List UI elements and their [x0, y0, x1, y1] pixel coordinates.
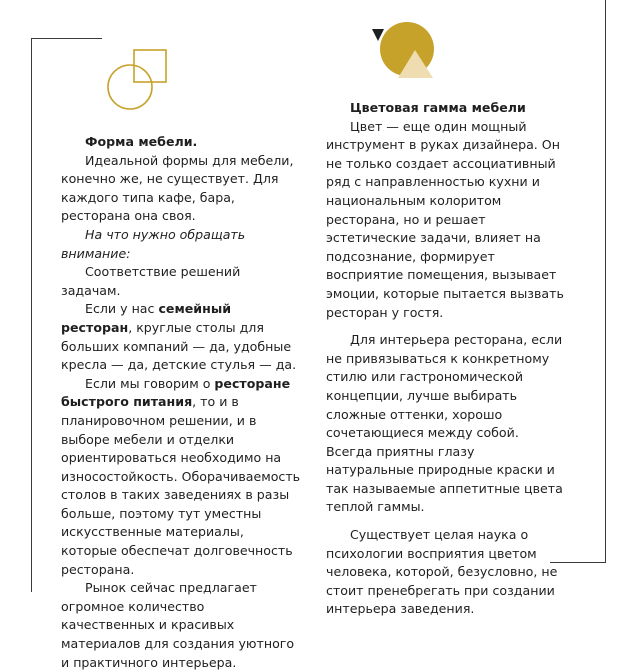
attention-label: На что нужно обращать внимание: — [61, 226, 246, 261]
paragraph-shape-intro: Идеальной формы для мебели, конечно же, не существует. Для каждого типа кафе, бара, ресторана она своя. — [61, 152, 294, 224]
circle-square-outline-icon — [105, 48, 169, 112]
text-run: , то и в планировочном решении, и в выборе мебели и отделки ориентироваться необходимо на износостойкость. Оборачиваемость столов в таких заведениях в разы больше, поэтому тут уместны искусственные материалы, которые обеспечат долговечность ресторана. — [61, 394, 301, 577]
section-heading-color: Цветовая гамма мебели — [350, 100, 526, 115]
paragraph-family-restaurant — [61, 300, 301, 374]
paragraph-color-intro: Цвет — еще один мощный инструмент в руках дизайнера. Он не только создает ассоциативный ряд с направленностью кухни и национальным колоритом ресторана, но и решает эстетические задачи, влияет на подсознание, формирует восприятие помещения, вызывает эмоции, которые пытается вызвать ресторан у гостя. — [326, 118, 564, 320]
paragraph-color-psychology: Существует целая наука о психологии восприятия цветом человека, которой, безусловно, не стоит пренебрегать при создании интерьера заведения. — [326, 527, 558, 617]
paragraph-market: Рынок сейчас предлагает огромное количество качественных и красивых материалов для создания уютного и практичного интерьера. — [61, 580, 295, 670]
paragraph-color-interior: Для интерьера ресторана, если не привязываться к конкретному стилю или гастрономической концепции, лучше выбирать сложные оттенки, хорошо сочетающиеся между собой. Всегда приятны глазу натуральные природные краски и так называемые аппетитные цвета теплой гаммы. — [326, 332, 563, 515]
bold-term-fast-food: ресторане быстрого питания — [61, 375, 291, 410]
circle-triangle-icon — [370, 22, 440, 82]
text-run: , круглые столы для больших компаний — да, удобные кресла — да, детские стулья — да. — [61, 319, 297, 373]
bold-term-family-restaurant: семейный ресторан — [61, 301, 232, 335]
furniture-color-section — [326, 99, 566, 619]
paragraph-gap — [326, 322, 566, 331]
text-run: Если у нас — [85, 301, 159, 317]
attention-text: Соответствие решений задачам. — [61, 264, 241, 298]
text-run: Если мы говорим о — [85, 375, 215, 391]
paragraph-fast-food — [61, 375, 301, 580]
paragraph-gap — [326, 517, 566, 526]
section-heading-shape: Форма мебели. — [85, 134, 198, 149]
furniture-shape-section — [61, 133, 301, 672]
